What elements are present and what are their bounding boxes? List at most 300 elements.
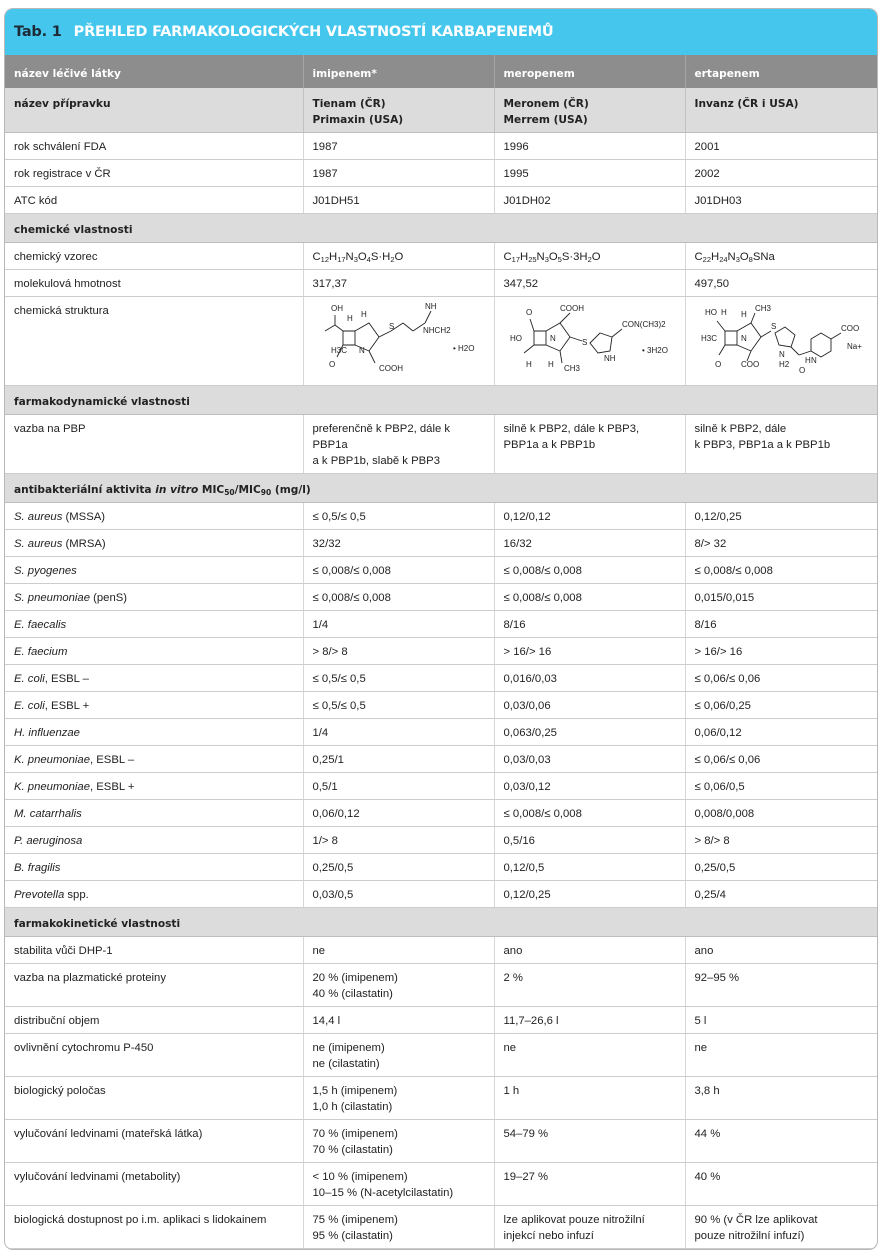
mic-value: ≤ 0,008/≤ 0,008: [685, 557, 878, 584]
mic-value: > 8/> 8: [303, 638, 494, 665]
value-cell: [685, 1163, 878, 1206]
mic-value: ≤ 0,008/≤ 0,008: [494, 557, 685, 584]
mic-row: [5, 827, 878, 854]
formula-part: 25: [528, 255, 537, 264]
table-frame: [4, 8, 878, 1250]
cell-line: 90 % (v ČR lze aplikovat: [694, 1214, 818, 1226]
cell-line: 1,0 h (cilastatin): [312, 1101, 393, 1113]
svg-text:CH3: CH3: [563, 364, 580, 373]
formula-part: O: [357, 251, 367, 263]
mic-value: ≤ 0,06/≤ 0,06: [685, 665, 878, 692]
svg-text:• H2O: • H2O: [452, 344, 474, 353]
cell-line: 70 % (imipenem): [312, 1128, 398, 1140]
organism-label: [5, 692, 303, 719]
cell-line: < 10 % (imipenem): [312, 1171, 408, 1183]
mic-value: 0,25/0,5: [303, 854, 494, 881]
pk-row: [5, 964, 878, 1007]
svg-text:H: H: [346, 314, 353, 323]
column-header: název léčivé látky: [5, 55, 303, 88]
svg-text:N: N: [810, 356, 817, 365]
svg-text:O: O: [714, 360, 721, 369]
value-cell: [303, 1163, 494, 1206]
section-pharmacodynamic: [5, 386, 878, 415]
value-cell: [494, 964, 685, 1007]
value-cell: 497,50: [685, 270, 878, 297]
svg-text:S: S: [770, 322, 776, 331]
cell-line: 11,7–26,6 l: [503, 1015, 559, 1027]
cell-line: ano: [694, 945, 714, 957]
mic-value: 0,25/1: [303, 746, 494, 773]
organism-name: H. influenzae: [14, 727, 80, 739]
mic-row: [5, 881, 878, 908]
cell-line: 40 %: [694, 1171, 721, 1183]
formula-part: 2: [390, 255, 395, 264]
organism-label: [5, 638, 303, 665]
mic-value: > 16/> 16: [685, 638, 878, 665]
formula-part: SNa: [752, 251, 775, 263]
mic-value: 1/4: [303, 719, 494, 746]
svg-text:N: N: [549, 334, 556, 343]
value-cell: 2002: [685, 160, 878, 187]
formula-part: 4: [366, 255, 371, 264]
structure-row: [5, 297, 878, 386]
mic-value: 1/> 8: [303, 827, 494, 854]
organism-label: [5, 800, 303, 827]
product-cell: [303, 88, 494, 133]
svg-text:HO: HO: [704, 308, 717, 317]
mic-value: 0,12/0,5: [494, 854, 685, 881]
value-cell: [303, 415, 494, 474]
table-number: Tab. 1: [14, 24, 62, 40]
mic-value: 8/> 32: [685, 530, 878, 557]
value-cell: J01DH51: [303, 187, 494, 214]
pk-row: [5, 1034, 878, 1077]
organism-name: S. aureus: [14, 511, 63, 523]
formula-cell: [494, 243, 685, 270]
section-heading: chemické vlastnosti: [5, 214, 878, 243]
svg-text:O: O: [798, 366, 805, 375]
pharmacology-table: [5, 55, 878, 1249]
heading-text: (mg/l): [274, 484, 311, 496]
product-name: Merrem (USA): [503, 114, 588, 126]
organism-name: S. pyogenes: [14, 565, 77, 577]
formula-part: C: [312, 251, 321, 263]
table-row: [5, 187, 878, 214]
svg-text:HO: HO: [509, 334, 522, 343]
product-name: Tienam (ČR): [312, 98, 386, 110]
section-heading: [5, 474, 878, 503]
formula-cell: [685, 243, 878, 270]
formula-part: 24: [719, 255, 728, 264]
organism-name: K. pneumoniae: [14, 754, 90, 766]
cell-line: 1,5 h (imipenem): [312, 1085, 398, 1097]
section-antibacterial: [5, 474, 878, 503]
formula-part: 2: [587, 255, 592, 264]
cell-line: ne: [312, 945, 326, 957]
row-label: vazba na PBP: [5, 415, 303, 474]
organism-name: E. faecalis: [14, 619, 67, 631]
mic-row: [5, 854, 878, 881]
svg-text:COO: COO: [840, 324, 859, 333]
svg-text:COO: COO: [740, 360, 759, 369]
value-cell: [494, 1007, 685, 1034]
mic-value: 0,063/0,25: [494, 719, 685, 746]
formula-part: H: [520, 251, 529, 263]
cell-line: silně k PBP2, dále k PBP3,: [503, 423, 640, 435]
product-name: Meronem (ČR): [503, 98, 589, 110]
structure-cell: [685, 297, 878, 386]
formula-row: [5, 243, 878, 270]
svg-text:COOH: COOH: [378, 364, 403, 373]
svg-text:S: S: [388, 322, 394, 331]
formula-part: 12: [320, 255, 330, 264]
mic-row: [5, 746, 878, 773]
svg-text:N: N: [740, 334, 747, 343]
mic-value: 16/32: [494, 530, 685, 557]
organism-suffix: , ESBL –: [90, 754, 135, 766]
cell-line: 20 % (imipenem): [312, 972, 398, 984]
organism-name: K. pneumoniae: [14, 781, 90, 793]
mic-value: 0,5/16: [494, 827, 685, 854]
cell-line: a k PBP1b, slabě k PBP3: [312, 455, 440, 467]
pbp-row: [5, 415, 878, 474]
section-pharmacokinetic: [5, 908, 878, 937]
cell-line: 95 % (cilastatin): [312, 1230, 393, 1242]
cell-line: 10–15 % (N-acetylcilastatin): [312, 1187, 454, 1199]
row-label: stabilita vůči DHP-1: [5, 937, 303, 964]
svg-text:N: N: [778, 350, 785, 359]
svg-text:O: O: [525, 308, 532, 317]
svg-text:H: H: [525, 360, 532, 369]
mic-value: 0,06/0,12: [685, 719, 878, 746]
value-cell: 1996: [494, 133, 685, 160]
mic-value: 0,5/1: [303, 773, 494, 800]
svg-text:H2: H2: [778, 360, 789, 369]
organism-suffix: , ESBL –: [44, 673, 89, 685]
cell-line: 92–95 %: [694, 972, 740, 984]
formula-part: 22: [702, 255, 712, 264]
organism-suffix: , ESBL +: [44, 700, 90, 712]
svg-text:CH3: CH3: [754, 304, 771, 313]
product-cell: [685, 88, 878, 133]
svg-text:OH: OH: [330, 304, 343, 313]
pk-row: [5, 1120, 878, 1163]
product-row: [5, 88, 878, 133]
heading-text: in vitro: [155, 484, 199, 496]
value-cell: [494, 415, 685, 474]
product-label: název přípravku: [5, 88, 303, 133]
formula-part: 17: [337, 255, 346, 264]
pk-row: [5, 1163, 878, 1206]
cell-line: 3,8 h: [694, 1085, 720, 1097]
cell-line: 54–79 %: [503, 1128, 549, 1140]
mic-value: ≤ 0,5/≤ 0,5: [303, 692, 494, 719]
row-label: distribuční objem: [5, 1007, 303, 1034]
mic-value: 32/32: [303, 530, 494, 557]
cell-line: 70 % (cilastatin): [312, 1144, 393, 1156]
value-cell: [494, 937, 685, 964]
section-heading: farmakodynamické vlastnosti: [5, 386, 878, 415]
row-label: chemická struktura: [5, 297, 303, 386]
organism-name: M. catarrhalis: [14, 808, 82, 820]
organism-label: [5, 746, 303, 773]
mic-value: 0,03/0,06: [494, 692, 685, 719]
formula-part: C: [503, 251, 512, 263]
organism-name: P. aeruginosa: [14, 835, 83, 847]
value-cell: [685, 1206, 878, 1249]
svg-text:NHCH2: NHCH2: [422, 326, 451, 335]
formula-part: C: [694, 251, 703, 263]
value-cell: [494, 1206, 685, 1249]
value-cell: 347,52: [494, 270, 685, 297]
table-title-bar: [5, 9, 877, 55]
heading-text: antibakteriální aktivita: [14, 484, 152, 496]
svg-text:• 3H2O: • 3H2O: [641, 346, 668, 355]
meropenem-structure: [504, 301, 679, 381]
formula-part: 3: [544, 255, 549, 264]
organism-name: E. faecium: [14, 646, 68, 658]
formula-part: O: [591, 251, 601, 263]
mic-value: 0,12/0,12: [494, 503, 685, 530]
svg-text:O: O: [328, 360, 335, 369]
mic-value: 0,06/0,12: [303, 800, 494, 827]
row-label: vylučování ledvinami (metabolity): [5, 1163, 303, 1206]
table-row: [5, 133, 878, 160]
mic-value: ≤ 0,008/≤ 0,008: [494, 800, 685, 827]
cell-line: pouze nitrožilní infuzí): [694, 1230, 805, 1242]
cell-line: ne (cilastatin): [312, 1058, 380, 1070]
product-name: Primaxin (USA): [312, 114, 404, 126]
mic-value: 0,03/0,03: [494, 746, 685, 773]
mic-label: $MIC_{50}/MIC_{90}$: [198, 484, 272, 497]
organism-name: E. coli: [14, 673, 45, 685]
cell-line: lze aplikovat pouze nitrožilní: [503, 1214, 645, 1226]
organism-label: [5, 584, 303, 611]
cell-line: ano: [503, 945, 523, 957]
organism-name: Prevotella: [14, 889, 65, 901]
mic-row: [5, 530, 878, 557]
formula-part: 3: [353, 255, 358, 264]
cell-line: 5 l: [694, 1015, 707, 1027]
mic-value: ≤ 0,008/≤ 0,008: [303, 584, 494, 611]
svg-text:CON(CH3)2: CON(CH3)2: [621, 320, 666, 329]
formula-part: N: [727, 251, 736, 263]
value-cell: [685, 964, 878, 1007]
cell-line: 2 %: [503, 972, 523, 984]
mic-row: [5, 584, 878, 611]
svg-text:H: H: [740, 310, 747, 319]
mic-value: 0,12/0,25: [494, 881, 685, 908]
formula-part: N: [345, 251, 354, 263]
row-label: ATC kód: [5, 187, 303, 214]
mic-value: > 16/> 16: [494, 638, 685, 665]
value-cell: [685, 1034, 878, 1077]
pk-row: [5, 937, 878, 964]
row-label: vylučování ledvinami (mateřská látka): [5, 1120, 303, 1163]
svg-text:Na+: Na+: [846, 342, 862, 351]
value-cell: J01DH03: [685, 187, 878, 214]
mic-row: [5, 638, 878, 665]
mic-row: [5, 611, 878, 638]
cell-line: 1 h: [503, 1085, 520, 1097]
organism-suffix: (penS): [90, 592, 128, 604]
mic-value: ≤ 0,5/≤ 0,5: [303, 665, 494, 692]
table-title: PŘEHLED FARMAKOLOGICKÝCH VLASTNOSTÍ KARBAPENEMŮ: [73, 24, 554, 40]
value-cell: [303, 964, 494, 1007]
pk-row: [5, 1206, 878, 1249]
mic-row: [5, 719, 878, 746]
structure-cell: [494, 297, 685, 386]
svg-text:H3C: H3C: [330, 346, 347, 355]
formula-part: 17: [511, 255, 521, 264]
value-cell: [303, 1007, 494, 1034]
mic-value: ≤ 0,5/≤ 0,5: [303, 503, 494, 530]
row-label: vazba na plazmatické proteiny: [5, 964, 303, 1007]
column-header: meropenem: [494, 55, 685, 88]
mic-row: [5, 665, 878, 692]
svg-text:NH: NH: [603, 354, 616, 363]
mic-row: [5, 557, 878, 584]
mic-value: ≤ 0,008/≤ 0,008: [303, 557, 494, 584]
value-cell: [685, 1120, 878, 1163]
formula-part: H: [711, 251, 720, 263]
formula-part: 3: [735, 255, 740, 264]
value-cell: [685, 415, 878, 474]
column-header: imipenem*: [303, 55, 494, 88]
column-header-row: [5, 55, 878, 88]
svg-text:H: H: [720, 308, 727, 317]
row-label: biologická dostupnost po i.m. aplikaci s lidokainem: [5, 1206, 303, 1249]
svg-text:COOH: COOH: [559, 304, 584, 313]
svg-text:NH: NH: [424, 302, 437, 311]
mic-value: 0,03/0,5: [303, 881, 494, 908]
value-cell: [494, 1034, 685, 1077]
pk-row: [5, 1007, 878, 1034]
cell-line: 19–27 %: [503, 1171, 549, 1183]
mic-value: 8/16: [494, 611, 685, 638]
imipenem-structure: [313, 301, 488, 381]
cell-line: 40 % (cilastatin): [312, 988, 393, 1000]
cell-line: 75 % (imipenem): [312, 1214, 398, 1226]
value-cell: 317,37: [303, 270, 494, 297]
value-cell: 1987: [303, 133, 494, 160]
formula-part: O: [739, 251, 749, 263]
organism-name: S. aureus: [14, 538, 63, 550]
formula-part: S·3H: [561, 251, 588, 263]
formula-part: O: [548, 251, 558, 263]
organism-label: [5, 503, 303, 530]
mic-value: 1/4: [303, 611, 494, 638]
formula-part: O: [394, 251, 404, 263]
organism-label: [5, 773, 303, 800]
organism-label: [5, 854, 303, 881]
mic-value: ≤ 0,008/≤ 0,008: [494, 584, 685, 611]
value-cell: [303, 1034, 494, 1077]
organism-label: [5, 881, 303, 908]
mic-value: 0,016/0,03: [494, 665, 685, 692]
organism-suffix: spp.: [64, 889, 89, 901]
cell-line: silně k PBP2, dále: [694, 423, 787, 435]
value-cell: J01DH02: [494, 187, 685, 214]
section-heading: farmakokinetické vlastnosti: [5, 908, 878, 937]
cell-line: 14,4 l: [312, 1015, 341, 1027]
cell-line: ne: [503, 1042, 517, 1054]
row-label: rok registrace v ČR: [5, 160, 303, 187]
row-label: molekulová hmotnost: [5, 270, 303, 297]
formula-part: 5: [557, 255, 562, 264]
cell-line: ne (imipenem): [312, 1042, 385, 1054]
value-cell: [303, 1077, 494, 1120]
mic-value: 0,25/0,5: [685, 854, 878, 881]
mic-value: 0,25/4: [685, 881, 878, 908]
svg-text:N: N: [358, 346, 365, 355]
organism-label: [5, 719, 303, 746]
value-cell: 1995: [494, 160, 685, 187]
mic-row: [5, 773, 878, 800]
formula-part: 8: [748, 255, 753, 264]
cell-line: preferenčně k PBP2, dále k PBP1a: [312, 423, 451, 451]
value-cell: [685, 1007, 878, 1034]
organism-name: S. pneumoniae: [14, 592, 90, 604]
organism-label: [5, 827, 303, 854]
cell-line: PBP1a a k PBP1b: [503, 439, 596, 451]
value-cell: [303, 1206, 494, 1249]
cell-line: 44 %: [694, 1128, 721, 1140]
value-cell: [494, 1120, 685, 1163]
row-label: rok schválení FDA: [5, 133, 303, 160]
formula-cell: [303, 243, 494, 270]
ertapenem-structure: [695, 301, 873, 381]
mic-value: 0,03/0,12: [494, 773, 685, 800]
formula-part: H: [329, 251, 338, 263]
mic-value: 8/16: [685, 611, 878, 638]
pk-row: [5, 1077, 878, 1120]
value-cell: 1987: [303, 160, 494, 187]
mic-value: 0,12/0,25: [685, 503, 878, 530]
value-cell: [494, 1163, 685, 1206]
organism-suffix: (MRSA): [62, 538, 106, 550]
value-cell: [303, 1120, 494, 1163]
organism-label: [5, 665, 303, 692]
svg-text:S: S: [581, 338, 587, 347]
svg-text:H: H: [547, 360, 554, 369]
value-cell: [303, 937, 494, 964]
weight-row: [5, 270, 878, 297]
value-cell: [494, 1077, 685, 1120]
column-header: ertapenem: [685, 55, 878, 88]
row-label: biologický poločas: [5, 1077, 303, 1120]
svg-text:H: H: [804, 356, 811, 365]
structure-cell: [303, 297, 494, 386]
row-label: chemický vzorec: [5, 243, 303, 270]
product-cell: [494, 88, 685, 133]
mic-value: 0,008/0,008: [685, 800, 878, 827]
organism-label: [5, 530, 303, 557]
organism-name: E. coli: [14, 700, 45, 712]
mic-value: ≤ 0,06/0,5: [685, 773, 878, 800]
formula-part: S·H: [370, 251, 391, 263]
mic-value: 0,015/0,015: [685, 584, 878, 611]
mic-value: ≤ 0,06/≤ 0,06: [685, 746, 878, 773]
value-cell: [685, 937, 878, 964]
cell-line: ne: [694, 1042, 708, 1054]
mic-row: [5, 692, 878, 719]
organism-label: [5, 557, 303, 584]
mic-value: > 8/> 8: [685, 827, 878, 854]
organism-label: [5, 611, 303, 638]
value-cell: [685, 1077, 878, 1120]
table-row: [5, 160, 878, 187]
